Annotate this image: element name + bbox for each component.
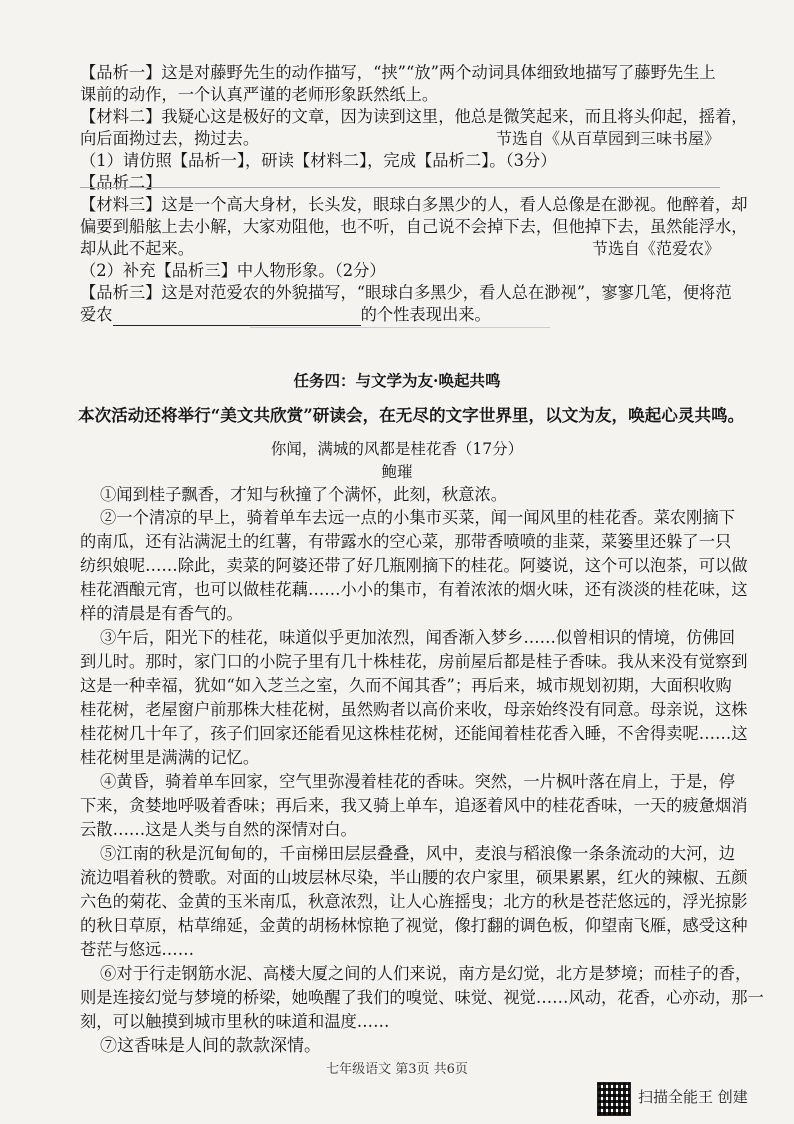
- essay-p1: ①闻到桂子飘香，才知与秋撞了个满怀，此刻，秋意浓。: [100, 485, 508, 504]
- scanner-watermark: 扫描全能王 创建: [638, 1088, 748, 1106]
- essay-p2-line: 的南瓜，还有沾满泥土的红薯，有带露水的空心菜，那带香喷喷的韭菜，菜篓里还躲了一只: [80, 532, 732, 551]
- question-2: （2）补充【品析三】中人物形象。（2分）: [80, 261, 386, 280]
- essay-p2-line: ②一个清凉的早上，骑着单车去远一点的小集市买菜，闻一闻风里的桂花香。菜农刚摘下: [100, 508, 735, 527]
- essay-p3-line: 这是一种幸福，犹如“如入芝兰之室，久而不闻其香”；再后来，城市规划初期，大面积收购: [80, 676, 732, 695]
- essay-p4-line: 下来，贪婪地呼吸着香味；再后来，我又骑上单车，追逐着风中的桂花香味，一天的疲惫烟消: [80, 796, 748, 815]
- essay-p2-line: 样的清晨是有香气的。: [80, 604, 243, 623]
- essay-p5-line: 的秋日草原，枯草绵延，金黄的胡杨林惊艳了视觉，像打翻的调色板，仰望南飞雁，感受这种: [80, 916, 748, 935]
- analysis3-line2: [80, 304, 720, 326]
- essay-title: 你闻，满城的风都是桂花香（17分）: [270, 440, 524, 458]
- essay-p3-line: 桂花树，老屋窗户前那株大桂花树，虽然购者以高价来收，母亲始终没有同意。母亲说，这株: [80, 700, 748, 719]
- material2-source: 节选自《从百草园到三味书屋》: [496, 129, 721, 148]
- material3-line3: 却从此不起来。: [80, 239, 194, 258]
- material3-line1: 【材料三】这是一个高大身材，长头发，眼球白多黑少的人，看人总像是在渺视。他醉着，却: [80, 195, 748, 214]
- essay-p3-line: 桂花树几十年了，孩子们回家还能看见这株桂花树，还能闻着桂花香入睡，不舍得卖呢……这: [80, 724, 748, 743]
- question-1: （1）请仿照【品析一】，研读【材料二】，完成【品析二】。（3分）: [80, 151, 557, 170]
- essay-p3-line: 到儿时。那时，家门口的小院子里有几十株桂花，房前屋后都是桂子香味。我从来没有觉察到: [80, 652, 748, 671]
- essay-p4-line: ④黄昏，骑着单车回家，空气里弥漫着桂花的香味。突然，一片枫叶落在肩上，于是，停: [100, 772, 735, 791]
- material3-line2: 偏要到船舷上去小解，大家劝阻他，也不听，自己说不会掉下去，但他掉下去，虽然能浮水，: [80, 217, 748, 236]
- essay-p3-line: 桂花树里是满满的记忆。: [80, 748, 260, 767]
- material2-line2: 向后面拗过去，拗过去。: [80, 129, 260, 148]
- answer-line: [80, 187, 720, 188]
- analysis3-line2-post: 的个性表现出来。: [360, 305, 491, 324]
- material2-line1: 【材料二】我疑心这是极好的文章，因为读到这里，他总是微笑起来，而且将头仰起，摇着，: [80, 107, 748, 126]
- analysis2-label: 【品析二】: [80, 173, 162, 192]
- analysis3-line1: 【品析三】这是对范爱农的外貌描写，“眼球白多黑少，看人总在渺视”，寥寥几笔，便将范: [80, 283, 732, 302]
- essay-p4-line: 云散……这是人类与自然的深情对白。: [80, 820, 357, 839]
- analysis1-line1: 【品析一】这是对藤野先生的动作描写，“挟”“放”两个动词具体细致地描写了藤野先生上: [80, 63, 716, 82]
- essay-p5-line: ⑤江南的秋是沉甸甸的，千亩梯田层层叠叠，风中，麦浪与稻浪像一条条流动的大河，边: [100, 844, 735, 863]
- essay-p3-line: ③午后，阳光下的桂花，味道似乎更加浓烈，闻香渐入梦乡……似曾相识的情境，仿佛回: [100, 628, 735, 647]
- essay-p6-line: 则是连接幻觉与梦境的桥梁，她唤醒了我们的嗅觉、味觉、视觉……风动，花香，心亦动，那一: [80, 988, 764, 1007]
- analysis1-line2: 课前的动作，一个认真严谨的老师形象跃然纸上。: [80, 85, 439, 104]
- essay-p5-line: 苍茫与悠远……: [80, 940, 194, 959]
- essay-p6-line: ⑥对于行走钢筋水泥、高楼大厦之间的人们来说，南方是幻觉，北方是梦境；而桂子的香，: [100, 964, 752, 983]
- faint-rule: [250, 327, 550, 328]
- essay-p2-line: 纺织娘呢……除此，卖菜的阿婆还带了好几瓶刚摘下的桂花。阿婆说，这个可以泡茶，可以做: [80, 556, 748, 575]
- essay-p2-line: 桂花酒酿元宵，也可以做桂花藕……小小的集市，有着浓浓的烟火味，还有淡淡的桂花味，这: [80, 580, 748, 599]
- answer-blank[interactable]: [113, 311, 361, 326]
- essay-p6-line: 刻，可以触摸到城市里秋的味道和温度……: [80, 1012, 390, 1031]
- essay-p5-line: 六色的菊花、金黄的玉米南瓜，秋意浓烈，让人心旌摇曳；北方的秋是苍茫悠远的，浮光掠影: [80, 892, 748, 911]
- essay-author: 鲍璀: [381, 463, 413, 481]
- essay-p7: ⑦这香味是人间的款款深情。: [100, 1036, 321, 1056]
- task4-title: 任务四：与文学为友·唤起共鸣: [293, 371, 501, 390]
- material3-source: 节选自《范爱农》: [592, 239, 721, 258]
- qr-code-icon: [597, 1082, 631, 1116]
- task4-intro: 本次活动还将举行“美文共欣赏”研读会，在无尽的文字世界里，以文为友，唤起心灵共鸣。: [78, 405, 745, 425]
- analysis3-line2-pre: 爱农: [80, 305, 113, 324]
- essay-p5-line: 流边唱着秋的赞歌。对面的山坡层林尽染，半山腰的农户家里，硕果累累，红火的辣椒、五颜: [80, 868, 748, 887]
- page-footer: 七年级语文 第3页 共6页: [326, 1062, 468, 1077]
